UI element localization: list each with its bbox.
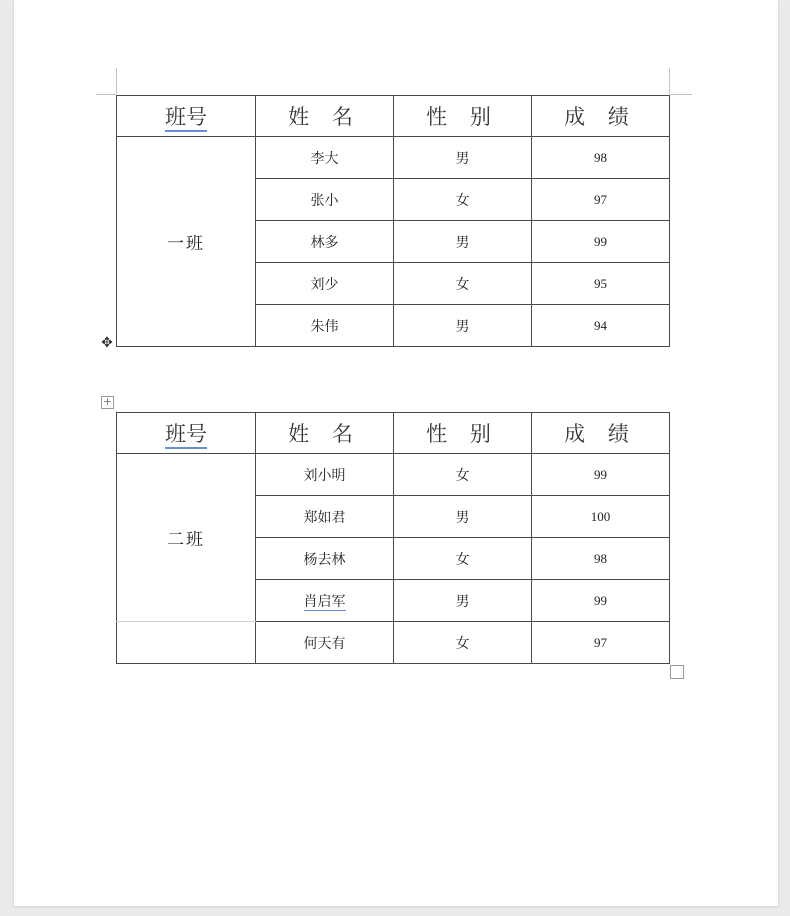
name-cell[interactable]: 杨去林 [256,538,394,580]
class-one-table [116,95,670,347]
gender-cell[interactable]: 男 [394,137,532,179]
table-row [117,454,670,496]
add-row-icon[interactable]: + [102,395,113,408]
gender-cell[interactable]: 女 [394,538,532,580]
table-resize-handle[interactable] [670,665,684,679]
empty-class-cell[interactable] [117,622,256,664]
gender-cell[interactable]: 女 [394,179,532,221]
header-gender[interactable]: 性 别 [394,96,532,137]
gender-cell[interactable]: 女 [394,263,532,305]
name-cell[interactable]: 李大 [256,137,394,179]
name-cell[interactable]: 刘小明 [256,454,394,496]
score-cell[interactable]: 98 [532,538,670,580]
name-cell[interactable]: 张小 [256,179,394,221]
name-cell[interactable]: 朱伟 [256,305,394,347]
table-row [117,622,670,664]
gender-cell[interactable]: 男 [394,221,532,263]
score-cell[interactable]: 94 [532,305,670,347]
score-cell[interactable]: 100 [532,496,670,538]
crop-mark [116,68,117,94]
score-cell[interactable]: 97 [532,622,670,664]
gender-cell[interactable]: 女 [394,454,532,496]
gender-cell[interactable]: 男 [394,496,532,538]
name-cell[interactable]: 何天有 [256,622,394,664]
header-class[interactable]: 班号 [117,413,256,454]
name-cell[interactable] [256,580,394,622]
score-cell[interactable]: 98 [532,137,670,179]
crop-mark [670,94,692,95]
header-name[interactable]: 姓 名 [256,413,394,454]
crop-mark [669,68,670,94]
score-cell[interactable]: 97 [532,179,670,221]
class-cell[interactable]: 二班 [117,454,256,622]
gender-cell[interactable]: 男 [394,305,532,347]
header-row [117,413,670,454]
score-cell[interactable]: 99 [532,580,670,622]
name-cell[interactable]: 林多 [256,221,394,263]
header-name[interactable]: 姓 名 [256,96,394,137]
name-cell[interactable]: 郑如君 [256,496,394,538]
class-two-table [116,412,670,664]
header-class[interactable]: 班号 [117,96,256,137]
class-cell[interactable]: 一班 [117,137,256,347]
header-score[interactable]: 成 绩 [532,96,670,137]
header-row [117,96,670,137]
gender-cell[interactable]: 男 [394,580,532,622]
table-row [117,137,670,179]
header-score[interactable]: 成 绩 [532,413,670,454]
name-text: 肖启军 [303,593,346,610]
gender-cell[interactable]: 女 [394,622,532,664]
header-gender[interactable]: 性 别 [394,413,532,454]
crop-mark [96,94,116,95]
name-cell[interactable]: 刘少 [256,263,394,305]
score-cell[interactable]: 99 [532,221,670,263]
table-move-handle-icon[interactable]: ✥ [101,335,113,351]
score-cell[interactable]: 99 [532,454,670,496]
score-cell[interactable]: 95 [532,263,670,305]
